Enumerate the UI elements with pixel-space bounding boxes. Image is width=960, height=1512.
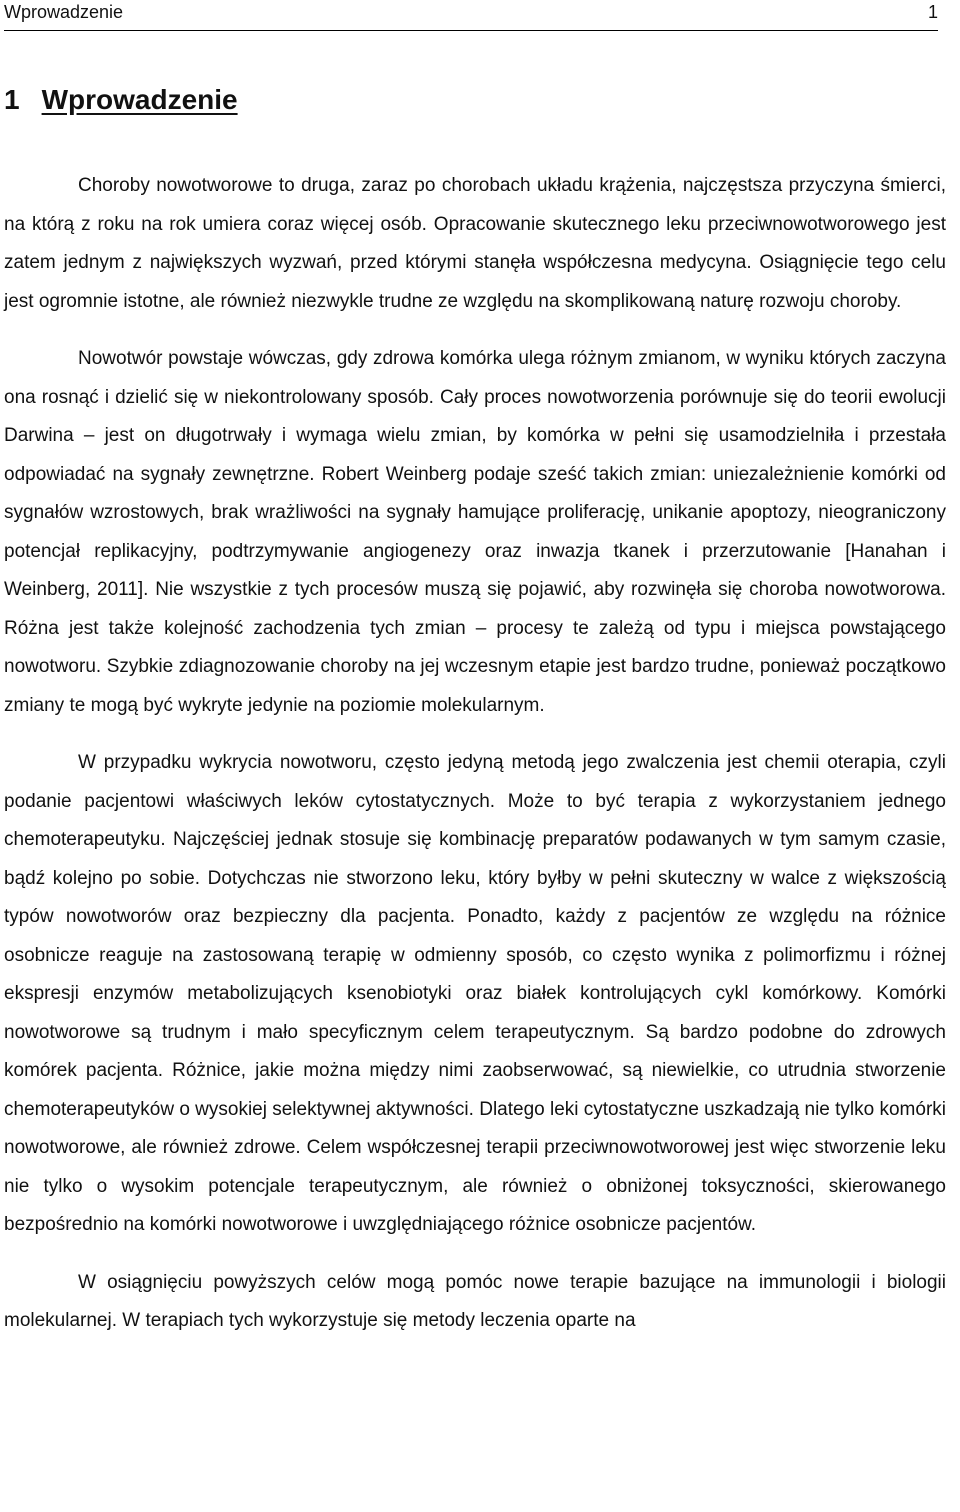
running-header-title: Wprowadzenie bbox=[4, 2, 124, 22]
paragraph: Nowotwór powstaje wówczas, gdy zdrowa komórka ulega różnym zmianom, w wyniku których zaczyna ona rosnąć i dzielić się w niekontrolowany sposób. Cały proces nowotworzenia porównuje się do teorii ewolucji Darwina – jest on długotrwały i wymaga wielu zmian, by komórka w pełni się usamodzielniła i przestała odpowiadać na sygnały zewnętrzne. Robert Weinberg podaje sześć takich zmian: uniezależnienie komórki od sygnałów wzrostowych, brak wrażliwości na sygnały hamujące proliferację, unikanie apoptozy, nieograniczony potencjał replikacyjny, podtrzymywanie angiogenezy oraz inwazja tkanek i przerzutowanie [Hanahan i Weinberg, 2011]. Nie wszystkie z tych procesów muszą się pojawić, aby rozwinęła się choroba nowotworowa. Różna jest także kolejność zachodzenia tych zmian – procesy te zależą od typu i miejsca powstającego nowotworu. Szybkie zdiagnozowanie choroby na jej wczesnym etapie jest bardzo trudne, ponieważ początkowo zmiany te mogą być wykryte jedynie na poziomie molekularnym. bbox=[4, 348, 946, 716]
paragraph: W osiągnięciu powyższych celów mogą pomóc nowe terapie bazujące na immunologii i biologii molekularnej. W terapiach tych wykorzystuje się metody leczenia oparte na bbox=[4, 1271, 946, 1331]
chapter-number: 1 bbox=[4, 84, 20, 115]
chapter-title: Wprowadzenie bbox=[41, 84, 238, 115]
body-text bbox=[4, 167, 946, 1360]
chapter-heading bbox=[4, 80, 238, 120]
page-number: 1 bbox=[927, 2, 938, 22]
paragraph: W przypadku wykrycia nowotworu, często jedyną metodą jego zwalczenia jest chemii oterapia, czyli podanie pacjentowi właściwych leków cytostatycznych. Może to być terapia z wykorzystaniem jednego chemoterapeutyku. Najczęściej jednak stosuje się kombinację preparatów podawanych w tym samym czasie, bądź kolejno po sobie. Dotychczas nie stworzono leku, który byłby w pełni skuteczny w walce z większością typów nowotworów oraz bezpieczny dla pacjenta. Ponadto, każdy z pacjentów ze względu na różnice osobnicze reaguje na zastosowaną terapię w odmienny sposób, co często wynika z polimorfizmu i różnej ekspresji enzymów metabolizujących ksenobiotyki oraz białek kontrolujących cykl komórkowy. Komórki nowotworowe są trudnym i mało specyficznym celem terapeutycznym. Są bardzo podobne do zdrowych komórek pacjenta. Różnice, jakie można między nimi zaobserwować, są niewielkie, co utrudnia stworzenie chemoterapeutyków o wysokiej selektywnej aktywności. Dlatego leki cytostatyczne uszkadzają nie tylko komórki nowotworowe, ale również zdrowe. Celem współczesnej terapii przeciwnowotworowej jest więc stworzenie leku nie tylko o wysokim potencjale terapeutycznym, ale również o obniżonej toksyczności, skierowanego bezpośrednio na komórki nowotworowe i uwzględniającego różnice osobnicze pacjentów. bbox=[4, 752, 946, 1235]
paragraph: Choroby nowotworowe to druga, zaraz po chorobach układu krążenia, najczęstsza przyczyna śmierci, na którą z roku na rok umiera coraz więcej osób. Opracowanie skutecznego leku przeciwnowotworowego jest zatem jednym z największych wyzwań, przed którymi stanęła współczesna medycyna. Osiągnięcie tego celu jest ogromnie istotne, ale również niezwykle trudne ze względu na skomplikowaną naturę rozwoju choroby. bbox=[4, 175, 946, 312]
running-header bbox=[4, 0, 938, 31]
